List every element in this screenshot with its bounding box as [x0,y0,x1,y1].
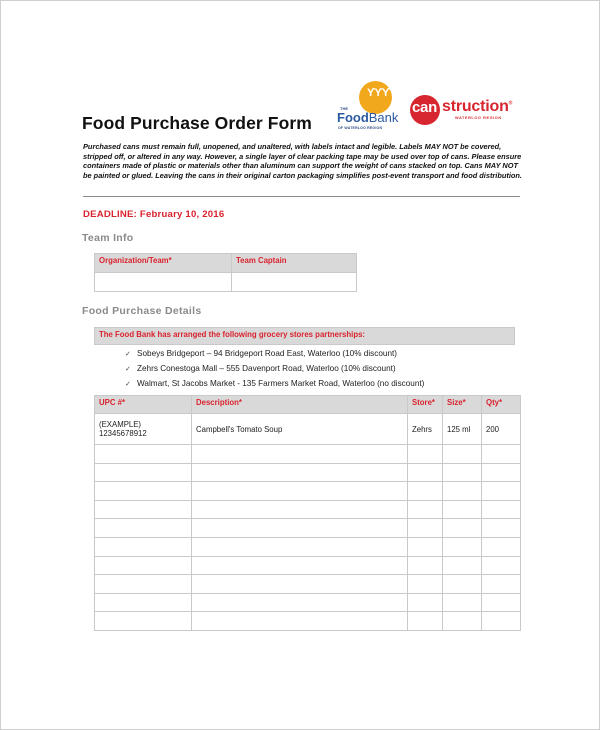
partners-banner [94,327,515,345]
store-field[interactable] [408,500,443,519]
table-row [95,463,521,482]
check-icon: ✓ [125,366,131,374]
organization-field[interactable] [95,273,232,292]
description-field[interactable] [192,519,408,538]
column-header-size: Size* [443,396,482,414]
example-upc-cell [95,414,192,445]
store-text: Sobeys Bridgeport – 94 Bridgeport Road East, Waterloo (10% discount) [137,349,398,358]
store-field[interactable] [408,537,443,556]
size-field[interactable] [443,537,482,556]
description-field[interactable] [192,556,408,575]
qty-field[interactable] [482,593,521,612]
store-field[interactable] [408,556,443,575]
team-captain-field[interactable] [232,273,357,292]
upc-field[interactable] [95,445,192,464]
check-icon: ✓ [125,381,131,389]
size-field[interactable] [443,482,482,501]
upc-field[interactable] [95,519,192,538]
foodbank-logo-name [337,110,398,125]
description-field[interactable] [192,500,408,519]
column-header-upc: UPC #* [95,396,192,414]
foodbank-logo-the: THE [340,106,348,111]
table-row [95,482,521,501]
upc-field[interactable] [95,537,192,556]
blank-rows [95,445,521,631]
food-purchase-heading: Food Purchase Details [82,305,202,317]
example-upc: 12345678912 [99,429,147,438]
qty-field[interactable] [482,537,521,556]
partners-banner-text: The Food Bank has arranged the following grocery stores partnerships: [99,330,366,339]
canstruction-logo-struction [442,98,512,116]
page-title: Food Purchase Order Form [82,113,312,133]
column-header-description: Description* [192,396,408,414]
qty-field[interactable] [482,500,521,519]
store-field[interactable] [408,519,443,538]
upc-field[interactable] [95,575,192,594]
foodbank-logo [337,81,405,133]
example-size-cell: 125 ml [443,414,482,445]
store-field[interactable] [408,575,443,594]
qty-field[interactable] [482,463,521,482]
canstruction-struction-text: struction [442,98,509,115]
size-field[interactable] [443,612,482,631]
table-row [95,556,521,575]
packaging-notice: Purchased cans must remain full, unopened, and unaltered, with labels intact and legible. Labels MAY NOT be covered, stripped off, or altered in any way. However, a single layer of clear packing tape may be used over top of cans. Please ensure containers made of plastic or materials other than aluminum can support the weight of cans stacked on top. Cans MAY NOT be painted or glued. Leaving the cans in their original carton packaging simplifies post-event transport and food distribution. [83,142,522,180]
qty-field[interactable] [482,445,521,464]
column-header-team-captain: Team Captain [232,254,357,273]
description-field[interactable] [192,593,408,612]
table-row [95,575,521,594]
qty-field[interactable] [482,612,521,631]
table-row [95,593,521,612]
store-field[interactable] [408,612,443,631]
description-field[interactable] [192,445,408,464]
description-field[interactable] [192,537,408,556]
column-header-organization: Organization/Team* [95,254,232,273]
size-field[interactable] [443,500,482,519]
qty-field[interactable] [482,556,521,575]
size-field[interactable] [443,556,482,575]
store-field[interactable] [408,593,443,612]
description-field[interactable] [192,612,408,631]
example-row [95,414,521,445]
check-icon: ✓ [125,351,131,358]
qty-field[interactable] [482,519,521,538]
table-row [95,273,357,292]
store-field[interactable] [408,445,443,464]
list-item [125,349,424,364]
qty-field[interactable] [482,575,521,594]
size-field[interactable] [443,463,482,482]
description-field[interactable] [192,575,408,594]
purchase-items-table [94,395,521,631]
size-field[interactable] [443,593,482,612]
store-field[interactable] [408,482,443,501]
upc-field[interactable] [95,463,192,482]
size-field[interactable] [443,519,482,538]
size-field[interactable] [443,575,482,594]
foodbank-name-regular: Bank [368,110,399,125]
team-info-heading: Team Info [82,232,134,244]
example-store-cell: Zehrs [408,414,443,445]
upc-field[interactable] [95,482,192,501]
example-label: (EXAMPLE) [99,420,142,429]
description-field[interactable] [192,482,408,501]
registered-mark: ® [508,100,513,107]
list-item [125,379,424,394]
team-info-table [94,253,357,292]
store-field[interactable] [408,463,443,482]
size-field[interactable] [443,445,482,464]
canstruction-logo-can: can [412,99,437,116]
table-row [95,519,521,538]
qty-field[interactable] [482,482,521,501]
table-header-row [95,396,521,414]
table-row [95,537,521,556]
table-row [95,445,521,464]
table-header-row [95,254,357,273]
foodbank-figures-icon: ϒϒϒ [367,87,390,99]
list-item [125,364,424,379]
foodbank-name-bold: Food [337,110,369,125]
description-field[interactable] [192,463,408,482]
table-row [95,500,521,519]
store-text: Zehrs Conestoga Mall – 555 Davenport Road, Waterloo (10% discount) [137,364,396,374]
store-list [125,349,424,395]
table-row [95,612,521,631]
deadline-text: DEADLINE: February 10, 2016 [83,209,225,220]
upc-field[interactable] [95,556,192,575]
divider [83,196,520,197]
upc-field[interactable] [95,612,192,631]
column-header-qty: Qty* [482,396,521,414]
upc-field[interactable] [95,500,192,519]
canstruction-logo-subtitle: WATERLOO REGION [455,116,502,120]
foodbank-logo-subtitle: OF WATERLOO REGION [338,126,383,130]
store-text: Walmart, St Jacobs Market - 135 Farmers Market Road, Waterloo (no discount) [137,379,425,389]
upc-field[interactable] [95,593,192,612]
canstruction-logo [410,95,522,125]
column-header-store: Store* [408,396,443,414]
example-qty-cell: 200 [482,414,521,445]
example-description-cell: Campbell's Tomato Soup [192,414,408,445]
